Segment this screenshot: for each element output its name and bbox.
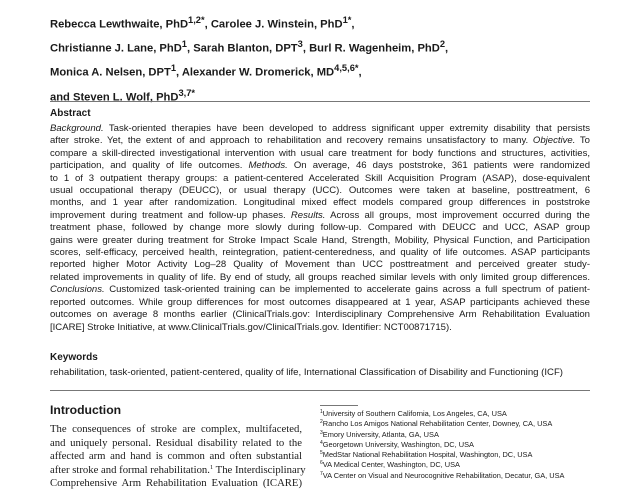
text-run: The Interdisciplinary xyxy=(213,463,306,476)
abstract-line xyxy=(50,185,590,197)
author-line xyxy=(50,84,590,108)
text-run: To xyxy=(575,135,590,147)
author-name: , xyxy=(445,42,449,55)
text-run: Customized task-oriented training can be implemented to accelerate gains across a full spectrum of patient- xyxy=(104,284,590,296)
affiliation-text: VA Center on Visual and Neurocognitive Rehabilitation, Decatur, GA, USA xyxy=(322,470,565,480)
author-line xyxy=(50,35,590,59)
author-name: , Alexander W. Dromerick, MD xyxy=(176,67,335,80)
abstract-line xyxy=(50,297,590,309)
abstract-line xyxy=(50,210,590,222)
text-run: months, and 1 year after randomization. Longitudinal mixed effect models compared group differences in poststroke xyxy=(50,197,590,209)
introduction-heading: Introduction xyxy=(50,403,122,417)
abstract-line xyxy=(50,259,590,271)
author-name: and Steven L. Wolf, PhD xyxy=(50,91,179,104)
affiliation-number: 2 xyxy=(320,419,323,426)
affiliation-number: 3 xyxy=(320,429,323,436)
keywords-text: rehabilitation, task-oriented, patient-centered, quality of life, International Classification of Disability and Functioning (ICF) xyxy=(50,367,563,378)
text-run: reported higher Motor Activity Log–28 Quality of Movement than UCC posttreatment and perceived greater study- xyxy=(50,259,590,271)
author-affiliation-marker: 1 xyxy=(181,39,187,50)
keywords-rule xyxy=(50,390,590,391)
affiliations-list xyxy=(320,409,590,481)
text-run: related improvements in quality of life. By end of study, all groups reached similar levels with only limited group differences. xyxy=(50,271,590,283)
text-run: usual occupational therapy (DEUCC), or usual therapy (UCC). Outcomes were taken at baseline, posttreatment, 6 xyxy=(50,185,590,197)
affiliation xyxy=(320,430,590,440)
abstract-line xyxy=(50,247,590,259)
author-affiliation-marker: 1* xyxy=(342,15,352,25)
author-affiliation-marker: 3,7* xyxy=(178,87,196,98)
author-affiliation-marker: 3 xyxy=(297,39,303,50)
text-run: compare a skill-directed investigational intervention with usual care treatment for body functions and structures, activities, xyxy=(50,147,590,159)
text-run: Task-oriented therapies have been developed to address significant upper extremity disability that persists xyxy=(103,123,590,134)
author-affiliation-marker: 1 xyxy=(170,63,177,74)
author-affiliation-marker: 2 xyxy=(439,39,446,50)
section-label: Results. xyxy=(290,209,326,221)
affiliation-text: Emory University, Atlanta, GA, USA xyxy=(322,429,439,439)
text-run: to 1 of 3 outpatient therapy groups: a patient-centered Accelerated Skill Acquisition Program (ASAP), dose-equivalent xyxy=(50,172,590,184)
abstract-line xyxy=(50,222,590,234)
abstract-line xyxy=(50,197,590,209)
affiliation-text: University of Southern California, Los Angeles, CA, USA xyxy=(322,409,507,418)
text-run: after stroke and formal rehabilitation. xyxy=(50,463,210,476)
text-run: outcomes on average 8 months earlier (ClinicalTrials.gov: Interdisciplinary Comprehensive Arm Rehabilitation Evaluation xyxy=(50,309,590,321)
text-run: treatment phase, followed by change more slowly during follow-up. Compared with DEUCC and UCC, ASAP group xyxy=(50,222,590,234)
author-name: Christianne J. Lane, PhD xyxy=(50,42,182,55)
affiliation xyxy=(320,419,590,429)
affiliation-number: 6 xyxy=(320,460,323,467)
affiliations-rule xyxy=(320,405,358,406)
author-name: , Carolee J. Winstein, PhD xyxy=(204,18,343,31)
abstract-heading: Abstract xyxy=(50,108,91,119)
text-run: [ICARE] Stroke Initiative, at www.ClinicalTrials.gov/ClinicalTrials.gov. Identifier: NCT00871715). xyxy=(50,321,452,333)
author-name: Rebecca Lewthwaite, PhD xyxy=(50,18,189,31)
author-line xyxy=(50,11,590,35)
abstract-line xyxy=(50,309,590,321)
affiliation xyxy=(320,460,590,470)
author-name: , Sarah Blanton, DPT xyxy=(187,42,298,55)
introduction-line xyxy=(50,423,302,437)
text-run: and uniquely personal. Residual disability related to the xyxy=(50,436,302,449)
abstract-body xyxy=(50,123,590,334)
text-run: reported outcomes. While group differences for most outcomes disappeared at 1 year, ASAP participants achieved these xyxy=(50,296,590,308)
author-name: Monica A. Nelsen, DPT xyxy=(50,67,171,80)
abstract-line xyxy=(50,284,590,296)
affiliation xyxy=(320,471,590,481)
section-label: Objective. xyxy=(532,135,576,147)
citation-marker: 1 xyxy=(209,463,214,471)
text-run: improvement during treatment and follow-up phases. xyxy=(50,209,291,221)
affiliation-number: 7 xyxy=(320,470,323,477)
text-run: The consequences of stroke are complex, multifaceted, xyxy=(50,423,302,435)
text-run: Comprehensive Arm Rehabilitation Evaluation (ICARE) xyxy=(50,477,302,490)
affiliation xyxy=(320,409,590,419)
affiliation-number: 1 xyxy=(320,409,323,415)
affiliation xyxy=(320,450,590,460)
affiliation-number: 5 xyxy=(320,450,323,457)
abstract-line xyxy=(50,123,590,135)
abstract-line xyxy=(50,322,590,334)
author-name: , xyxy=(358,67,362,80)
affiliation xyxy=(320,440,590,450)
header-rule xyxy=(50,101,590,102)
affiliation-text: Georgetown University, Washington, DC, USA xyxy=(322,439,474,449)
author-name: , Burl R. Wagenheim, PhD xyxy=(302,42,440,55)
abstract-line xyxy=(50,235,590,247)
author-affiliation-marker: 1,2* xyxy=(188,15,205,25)
affiliation-text: VA Medical Center, Washington, DC, USA xyxy=(322,460,460,470)
section-label: Background. xyxy=(50,123,104,134)
abstract-line xyxy=(50,160,590,172)
introduction-line xyxy=(50,450,302,464)
introduction-body xyxy=(50,423,306,491)
abstract-line xyxy=(50,148,590,160)
keywords-heading: Keywords xyxy=(50,352,98,363)
author-list xyxy=(50,11,590,108)
affiliation-text: MedStar National Rehabilitation Hospital, Washington, DC, USA xyxy=(322,450,533,460)
introduction-line xyxy=(50,477,302,491)
abstract-line xyxy=(50,272,590,284)
text-run: after stroke. Yet, the extent of and approach to rehabilitation and recovery remains unsatisfactory to many. xyxy=(50,135,533,147)
text-run: gains were greater during treatment for Stroke Impact Scale Hand, Strength, Mobility, Physical Function, and Participation xyxy=(50,234,590,246)
abstract-line xyxy=(50,135,590,147)
text-run: participation, and quality of life outcomes. xyxy=(50,160,249,172)
text-run: Across all groups, most improvement occurred during the xyxy=(325,209,590,221)
introduction-line xyxy=(50,437,302,451)
author-line xyxy=(50,59,590,83)
text-run: On average, 46 days poststroke, 361 patients were randomized xyxy=(287,160,590,172)
affiliation-text: Rancho Los Amigos National Rehabilitation Center, Downey, CA, USA xyxy=(322,419,553,429)
section-label: Conclusions. xyxy=(50,284,105,296)
author-name: , xyxy=(351,18,355,31)
text-run: scores, self-efficacy, perceived health, reintegration, patient-centeredness, and quality of life outcomes. ASAP participants xyxy=(50,247,590,259)
author-affiliation-marker: 4,5,6* xyxy=(334,63,359,74)
abstract-line xyxy=(50,173,590,185)
affiliation-number: 4 xyxy=(320,439,323,446)
text-run: affected arm and hand is common and often substantial xyxy=(50,450,302,463)
section-label: Methods. xyxy=(248,160,288,172)
introduction-line xyxy=(50,463,306,478)
